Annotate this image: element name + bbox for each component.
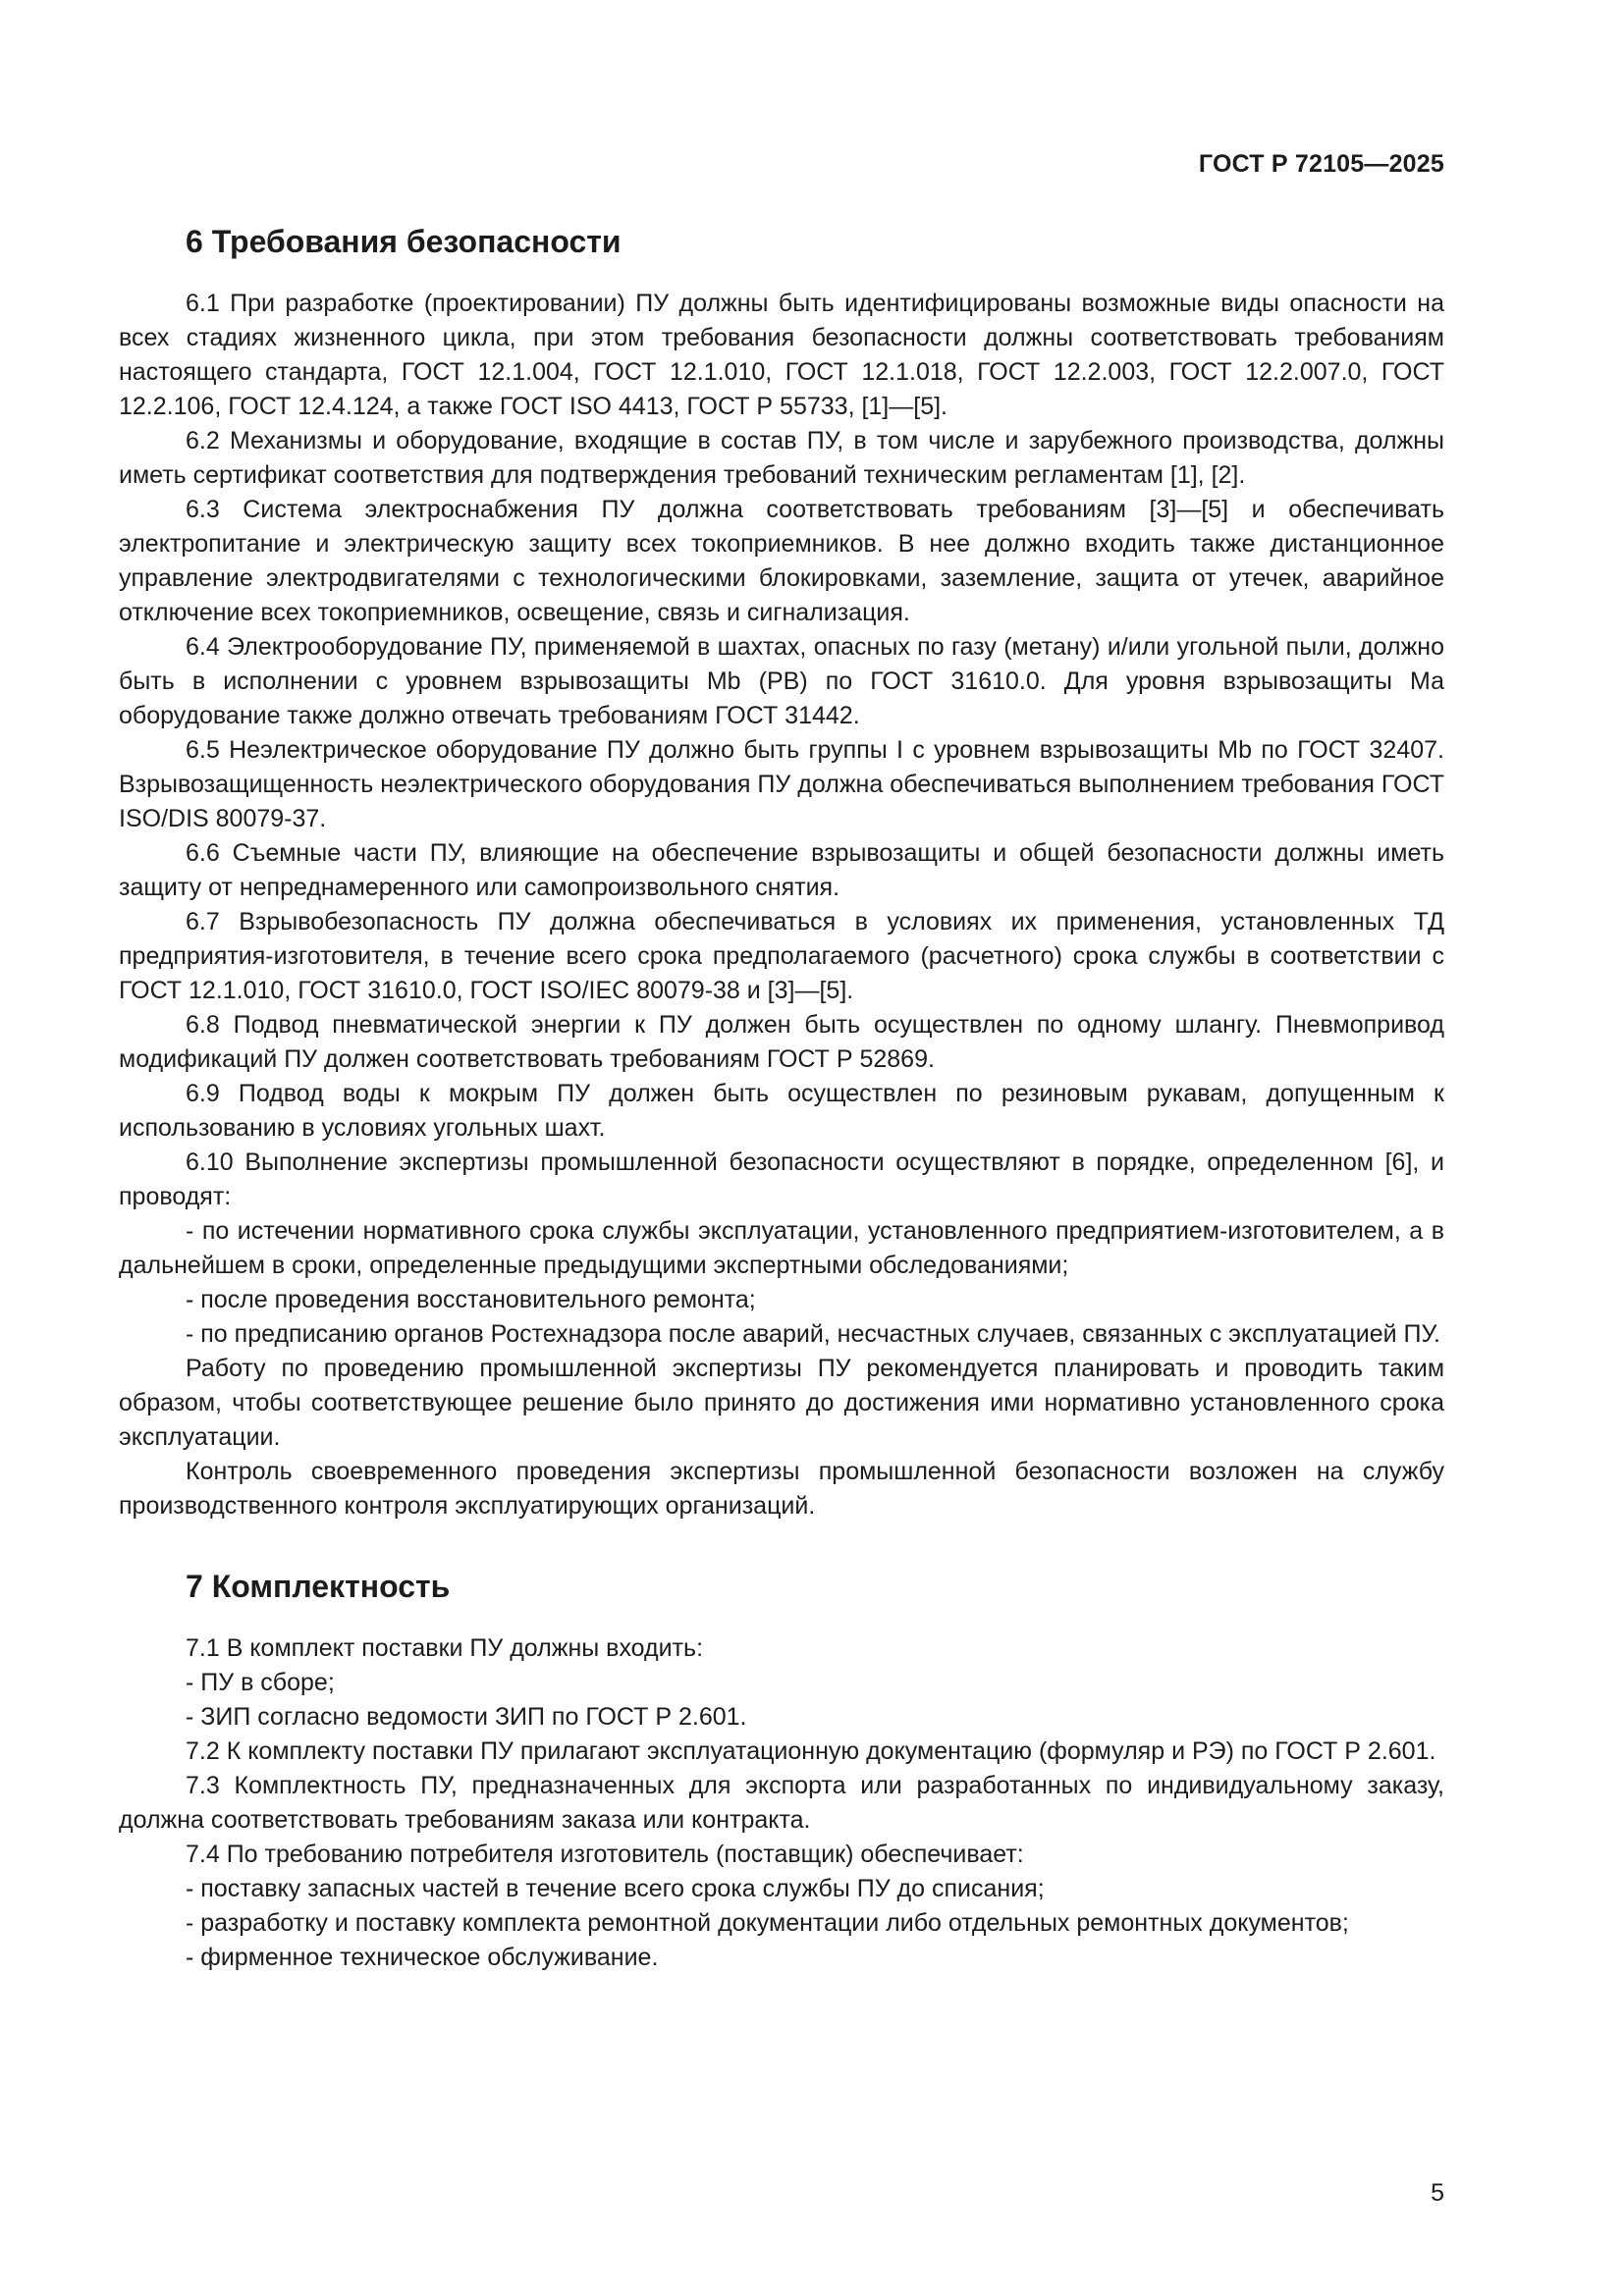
document-code: ГОСТ Р 72105—2025 (1198, 150, 1444, 178)
paragraph-6-1: 6.1 При разработке (проектировании) ПУ должны быть идентифицированы возможные виды опасности на всех стадиях жизненного цикла, при этом требования безопасности должны соответствовать требованиям настоящего стандарта, ГОСТ 12.1.004, ГОСТ 12.1.010, ГОСТ 12.1.018, ГОСТ 12.2.003, ГОСТ 12.2.007.0, ГОСТ 12.2.106, ГОСТ 12.4.124, а также ГОСТ ISO 4413, ГОСТ Р 55733, [1]—[5]. (119, 290, 1444, 420)
paragraph-6-5: 6.5 Неэлектрическое оборудование ПУ должно быть группы I с уровнем взрывозащиты Mb по ГОСТ 32407. Взрывозащищенность неэлектрического оборудования ПУ должна обеспечиваться выполнением требования ГОСТ ISO/DIS 80079-37. (119, 736, 1444, 832)
list-item: - по истечении нормативного срока службы эксплуатации, установленного предприятием-изготовителем, а в дальнейшем в сроки, определенные предыдущими экспертными обследованиями; (119, 1217, 1444, 1279)
section-7-title: 7 Комплектность (186, 1569, 451, 1604)
paragraph-expertise-control: Контроль своевременного проведения экспертизы промышленной безопасности возложен на службу производственного контроля эксплуатирующих организаций. (119, 1458, 1444, 1520)
paragraph-6-4: 6.4 Электрооборудование ПУ, применяемой в шахтах, опасных по газу (метану) и/или угольной пыли, должно быть в исполнении с уровнем взрывозащиты Mb (PB) по ГОСТ 31610.0. Для уровня взрывозащиты Ма оборудование также должно отвечать требованиям ГОСТ 31442. (119, 633, 1444, 729)
section-6-title: 6 Требования безопасности (186, 224, 622, 259)
paragraph-6-2: 6.2 Механизмы и оборудование, входящие в состав ПУ, в том числе и зарубежного производства, должны иметь сертификат соответствия для подтверждения требований техническим регламентам [1], [2]. (119, 427, 1444, 489)
page-number: 5 (1431, 2179, 1444, 2207)
paragraph-6-7: 6.7 Взрывобезопасность ПУ должна обеспечиваться в условиях их применения, установленных ТД предприятия-изготовителя, в течение всего срока предполагаемого (расчетного) срока службы в соответствии с ГОСТ 12.1.010, ГОСТ 31610.0, ГОСТ ISO/IEC 80079-38 и [3]—[5]. (119, 908, 1444, 1004)
page-content (119, 222, 1444, 1975)
paragraph-6-9: 6.9 Подвод воды к мокрым ПУ должен быть осуществлен по резиновым рукавам, допущенным к использованию в условиях угольных шахт. (119, 1080, 1444, 1142)
paragraph-6-8: 6.8 Подвод пневматической энергии к ПУ должен быть осуществлен по одному шлангу. Пневмопривод модификаций ПУ должен соответствовать требованиям ГОСТ Р 52869. (119, 1011, 1444, 1073)
paragraph-6-10: 6.10 Выполнение экспертизы промышленной безопасности осуществляют в порядке, определенном [6], и проводят: (119, 1148, 1444, 1210)
paragraph-7-2: 7.2 К комплекту поставки ПУ прилагают эксплуатационную документацию (формуляр и РЭ) по ГОСТ Р 2.601. (186, 1737, 1436, 1765)
paragraph-7-1: 7.1 В комплект поставки ПУ должны входить: (186, 1634, 704, 1662)
list-item: - по предписанию органов Ростехнадзора после аварий, несчастных случаев, связанных с эксплуатацией ПУ. (186, 1320, 1441, 1348)
paragraph-7-4: 7.4 По требованию потребителя изготовитель (поставщик) обеспечивает: (186, 1841, 1024, 1868)
list-item: - поставку запасных частей в течение всего срока службы ПУ до списания; (186, 1875, 1045, 1902)
list-item: - после проведения восстановительного ремонта; (186, 1286, 756, 1313)
list-item: - ЗИП согласно ведомости ЗИП по ГОСТ Р 2.601. (186, 1703, 747, 1731)
list-item: - фирменное техническое обслуживание. (186, 1944, 659, 1971)
paragraph-6-6: 6.6 Съемные части ПУ, влияющие на обеспечение взрывозащиты и общей безопасности должны иметь защиту от непреднамеренного или самопроизвольного снятия. (119, 839, 1444, 901)
paragraph-6-3: 6.3 Система электроснабжения ПУ должна соответствовать требованиям [3]—[5] и обеспечивать электропитание и электрическую защиту всех токоприемников. В нее должно входить также дистанционное управление электродвигателями с технологическими блокировками, заземление, защита от утечек, аварийное отключение всех токоприемников, освещение, связь и сигнализация. (119, 496, 1444, 626)
list-item: - разработку и поставку комплекта ремонтной документации либо отдельных ремонтных документов; (186, 1909, 1349, 1937)
paragraph-expertise-planning: Работу по проведению промышленной экспертизы ПУ рекомендуется планировать и проводить таким образом, чтобы соответствующее решение было принято до достижения ими нормативно установленного срока эксплуатации. (119, 1355, 1444, 1451)
list-item: - ПУ в сборе; (186, 1669, 335, 1696)
paragraph-7-3: 7.3 Комплектность ПУ, предназначенных для экспорта или разработанных по индивидуальному заказу, должна соответствовать требованиям заказа или контракта. (119, 1772, 1444, 1834)
